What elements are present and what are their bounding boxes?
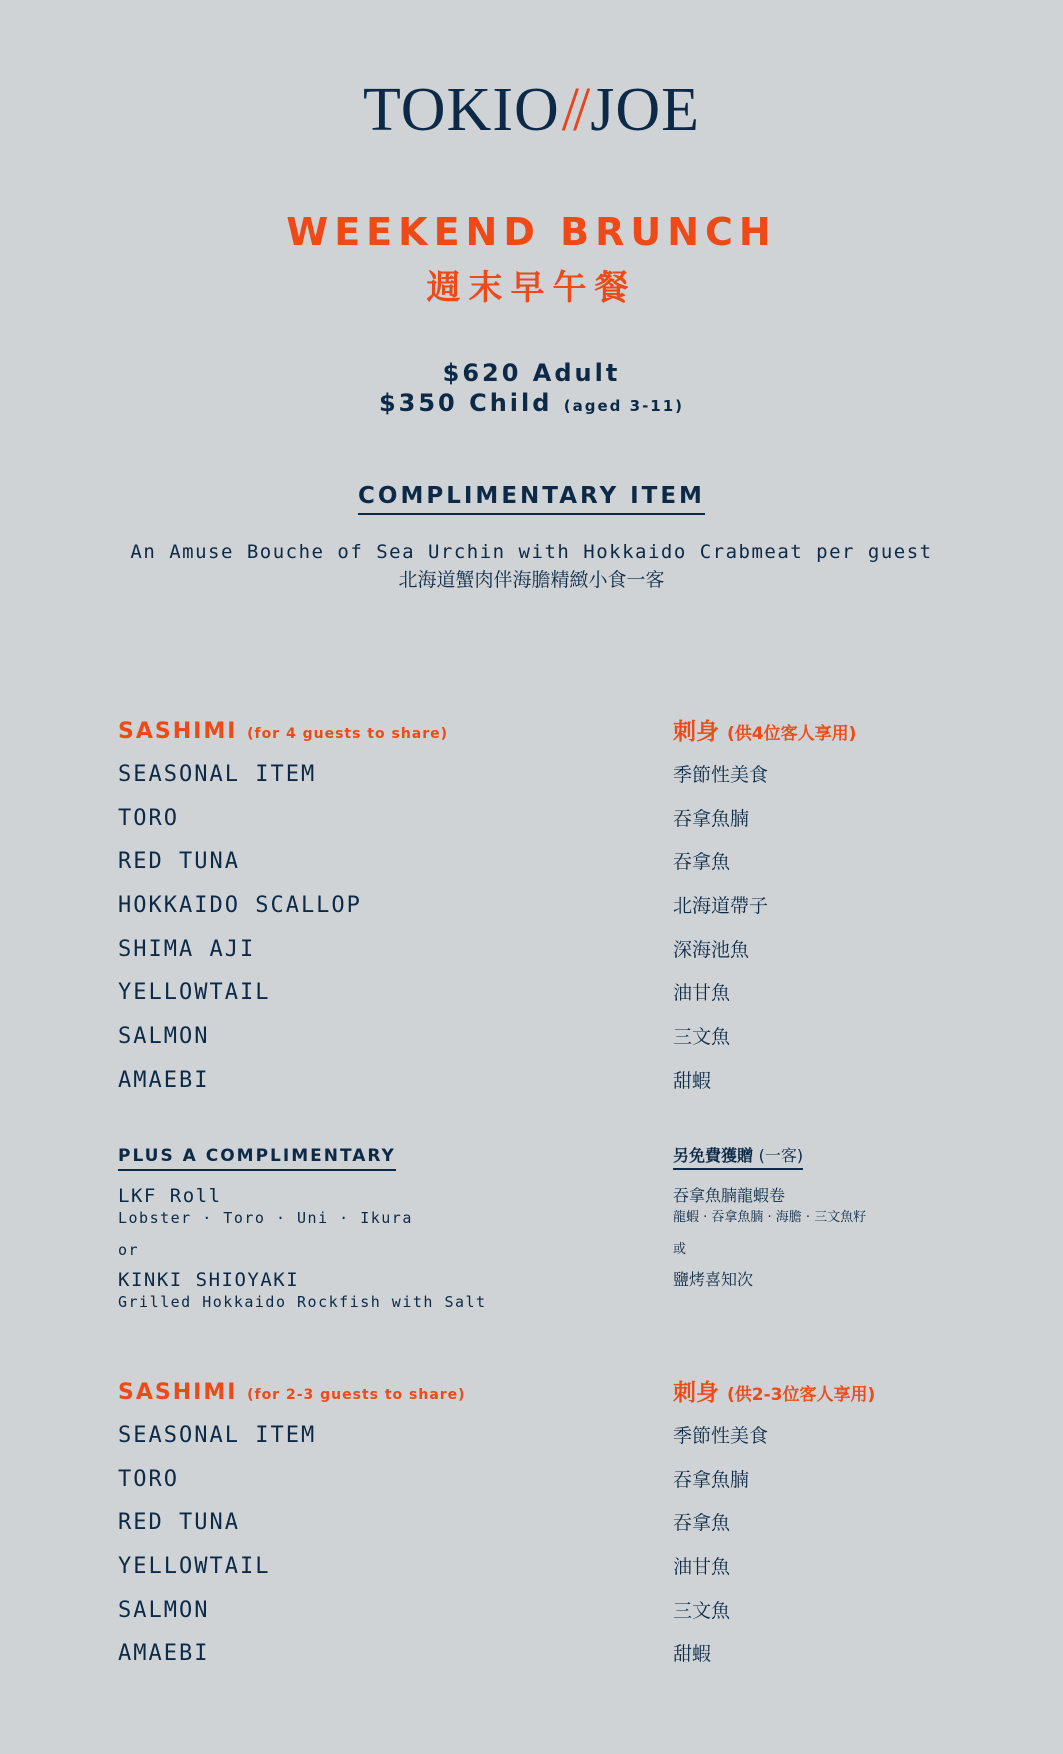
complimentary-heading — [0, 480, 1063, 512]
section2-sub-en: (for 2-3 guests to share) — [247, 1387, 466, 1403]
menu-item-en: RED TUNA — [118, 1510, 240, 1536]
menu-item-zh: 油甘魚 — [673, 1556, 731, 1579]
section2-heading-en — [118, 1379, 466, 1409]
brand-right: JOE — [590, 76, 700, 144]
section2-items-zh — [673, 1421, 875, 1683]
option2-en: KINKI SHIOYAKI — [118, 1269, 300, 1291]
menu-item-zh: 吞拿魚 — [673, 1512, 731, 1535]
section1-zh — [673, 718, 856, 1110]
plus-heading-zh-text — [673, 1146, 803, 1170]
option2-zh: 鹽烤喜知次 — [673, 1270, 754, 1289]
plus-heading-zh-paren: (一客) — [759, 1146, 804, 1170]
menu-item-zh: 甜蝦 — [673, 1069, 712, 1092]
amuse-bouche-zh: 北海道蟹肉伴海膽精緻小食一客 — [398, 569, 665, 591]
option1-en: LKF Roll — [118, 1185, 222, 1207]
menu-item-zh: 吞拿魚 — [673, 851, 731, 874]
plus-heading-zh-main: 另免費獲贈 — [673, 1146, 753, 1170]
menu-item-zh: 三文魚 — [673, 1026, 731, 1049]
plus-zh — [673, 1144, 866, 1292]
section2-heading-zh — [673, 1379, 875, 1409]
menu-item-en: SALMON — [118, 1024, 210, 1050]
option1-desc-en: Lobster · Toro · Uni · Ikura — [118, 1209, 413, 1227]
option1-desc-zh: 龍蝦 · 吞拿魚腩 · 海膽 · 三文魚籽 — [673, 1210, 867, 1225]
menu-item-en: HOKKAIDO SCALLOP — [118, 893, 362, 919]
brand-logo — [0, 74, 1063, 146]
or-zh: 或 — [673, 1242, 687, 1257]
menu-item-en: SEASONAL ITEM — [118, 1423, 317, 1448]
menu-item-en: SHIMA AJI — [118, 936, 256, 962]
brand-left: TOKIO — [363, 76, 560, 144]
plus-heading-en-text: PLUS A COMPLIMENTARY — [118, 1146, 396, 1171]
section1-sub-zh: (供4位客人享用) — [727, 724, 857, 744]
section2-en — [118, 1379, 466, 1683]
option1-zh: 吞拿魚腩龍蝦卷 — [673, 1186, 786, 1205]
menu-item-zh: 北海道帶子 — [673, 895, 769, 918]
plus-en — [118, 1144, 487, 1312]
section2-heading-en-text: SASHIMI — [118, 1380, 238, 1405]
brand-slash: // — [561, 76, 585, 144]
section1-heading-en-text: SASHIMI — [118, 719, 238, 744]
price-child-label: $350 Child — [378, 389, 553, 417]
menu-item-en: AMAEBI — [118, 1641, 210, 1667]
option2-desc-en: Grilled Hokkaido Rockfish with Salt — [118, 1293, 487, 1311]
section1-heading-zh — [673, 718, 856, 748]
section1-items-zh — [673, 760, 856, 1110]
section2-heading-zh-text: 刺身 — [673, 1380, 719, 1406]
complimentary-heading-text: COMPLIMENTARY ITEM — [358, 483, 705, 515]
section1-heading-en — [118, 718, 448, 748]
menu-item-zh: 油甘魚 — [673, 982, 731, 1005]
price-child — [0, 388, 1063, 421]
plus-heading-en — [118, 1144, 487, 1168]
price-child-note: (aged 3-11) — [563, 397, 685, 415]
menu-item-en: YELLOWTAIL — [118, 980, 271, 1006]
menu-item-zh: 三文魚 — [673, 1599, 731, 1622]
menu-item-zh: 甜蝦 — [673, 1643, 712, 1666]
section1-items-en — [118, 760, 448, 1110]
section1-sub-en: (for 4 guests to share) — [247, 726, 449, 742]
menu-title-zh: 週末早午餐 — [426, 268, 637, 308]
menu-item-en: TORO — [118, 1466, 179, 1492]
menu-title-en: WEEKEND BRUNCH — [286, 210, 777, 254]
menu-item-en: TORO — [118, 805, 179, 831]
section1-en — [118, 718, 448, 1110]
section2-sub-zh: (供2-3位客人享用) — [727, 1385, 876, 1405]
menu-item-zh: 季節性美食 — [673, 1425, 769, 1447]
amuse-bouche-en: An Amuse Bouche of Sea Urchin with Hokkaido Crabmeat per guest — [130, 541, 933, 563]
section2-zh — [673, 1379, 875, 1683]
or-en: or — [118, 1241, 140, 1259]
menu-item-zh: 吞拿魚腩 — [673, 807, 750, 830]
section2-items-en — [118, 1421, 466, 1683]
plus-heading-zh — [673, 1144, 866, 1168]
menu-item-en: YELLOWTAIL — [118, 1554, 271, 1580]
menu-item-zh: 吞拿魚腩 — [673, 1468, 750, 1491]
menu-item-en: AMAEBI — [118, 1067, 210, 1093]
menu-item-en: SEASONAL ITEM — [118, 762, 317, 787]
menu-item-en: RED TUNA — [118, 849, 240, 875]
section1-heading-zh-text: 刺身 — [673, 719, 719, 745]
menu-item-zh: 深海池魚 — [673, 938, 750, 961]
menu-item-zh: 季節性美食 — [673, 764, 769, 786]
menu-item-en: SALMON — [118, 1597, 210, 1623]
price-adult: $620 Adult — [442, 359, 621, 387]
